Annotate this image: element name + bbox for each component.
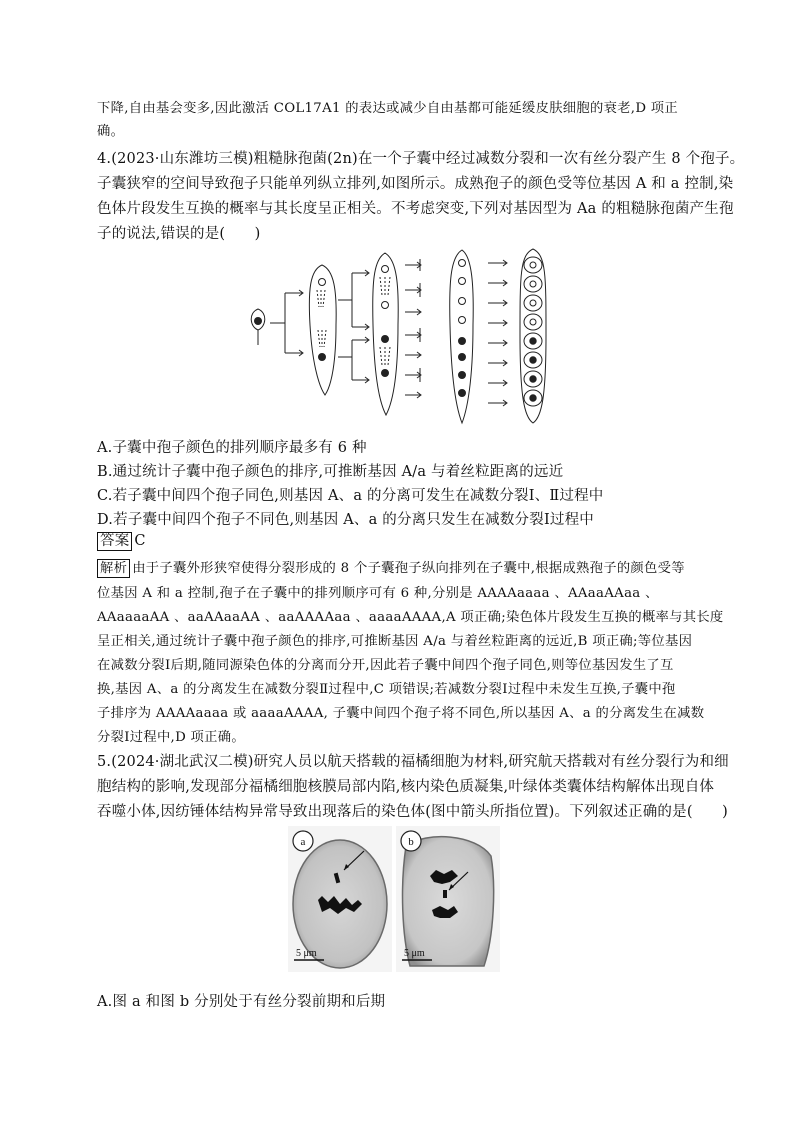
q5-option-a: A.图 a 和图 b 分别处于有丝分裂前期和后期 — [97, 994, 386, 1010]
q4-stem-line-3: 色体片段发生互换的概率与其长度呈正相关。不考虑突变,下列对基因型为 Aa 的粗糙脉孢菌产生孢 — [97, 201, 734, 217]
ascus-stage-1 — [251, 309, 265, 345]
q4-stem-line-4: 子的说法,错误的是( ) — [97, 226, 261, 242]
panel-a — [288, 826, 392, 972]
micrograph-figure — [288, 826, 500, 972]
ascus-stage-4 — [450, 250, 474, 423]
panel-b — [396, 826, 500, 972]
panel-a-label: a — [300, 836, 306, 848]
q4-option-b: B.通过统计子囊中孢子颜色的排序,可推断基因 A/a 与着丝粒距离的远近 — [97, 464, 564, 480]
q4-stem-line-1: 4.(2023·山东潍坊三模)粗糙脉孢菌(2n)在一个子囊中经过减数分裂和一次有丝分裂产生 8 个孢子。 — [97, 151, 745, 167]
q5-stem-line-1: 5.(2024·湖北武汉二模)研究人员以航天搭载的福橘细胞为材料,研究航天搭载对有丝分裂行为和细 — [97, 754, 729, 770]
q4-analysis-line-8: 分裂Ⅰ过程中,D 项正确。 — [97, 730, 245, 745]
answer-value: C — [134, 533, 146, 549]
q4-stem-line-2: 子囊狭窄的空间导致孢子只能单列纵立排列,如图所示。成熟孢子的颜色受等位基因 A 和 a 控制,染 — [97, 176, 734, 192]
q4-analysis-line-7: 子排序为 AAAAaaaa 或 aaaaAAAA, 子囊中间四个孢子将不同色,所以基因 A、a 的分离发生在减数 — [97, 706, 705, 721]
ascus-division-diagram — [240, 245, 560, 430]
q5-stem-line-2: 胞结构的影响,发现部分福橘细胞核膜局部内陷,核内染色质凝集,叶绿体类囊体结构解体出现自体 — [97, 779, 715, 795]
panel-a-scale: 5 μm — [296, 948, 317, 959]
q4-answer-row — [97, 532, 146, 551]
q4-option-d: D.若子囊中间四个孢子不同色,则基因 A、a 的分离只发生在减数分裂Ⅰ过程中 — [97, 512, 594, 528]
q4-analysis-line-3: AAaaaaAA 、aaAAaaAA 、aaAAAAaa 、aaaaAAAA,A 项正确;染色体片段发生互换的概率与其长度 — [97, 610, 724, 625]
q4-analysis-line-1 — [97, 557, 685, 578]
q4-option-a: A.子囊中孢子颜色的排列顺序最多有 6 种 — [97, 440, 367, 456]
q5-stem-line-3: 吞噬小体,因纺锤体结构异常导致出现落后的染色体(图中箭头所指位置)。下列叙述正确的是( ) — [97, 804, 728, 820]
analysis-text-1: 由于子囊外形狭窄使得分裂形成的 8 个子囊孢子纵向排列在子囊中,根据成熟孢子的颜色受等 — [132, 561, 685, 576]
analysis-label: 解析 — [97, 559, 130, 578]
q4-analysis-line-5: 在减数分裂Ⅰ后期,随同源染色体的分离而分开,因此若子囊中间四个孢子同色,则等位基因发生了互 — [97, 658, 674, 673]
panel-b-scale: 5 μm — [404, 948, 425, 959]
carryover-line-1: 下降,自由基会变多,因此激活 COL17A1 的表达或减少自由基都可能延缓皮肤细胞的衰老,D 项正 — [97, 101, 678, 116]
q4-analysis-line-2: 位基因 A 和 a 控制,孢子在子囊中的排列顺序可有 6 种,分别是 AAAAaaaa 、AAaaAAaa 、 — [97, 586, 659, 601]
q4-analysis-line-6: 换,基因 A、a 的分离发生在减数分裂Ⅱ过程中,C 项错误;若减数分裂Ⅰ过程中未发生互换,子囊中孢 — [97, 682, 676, 697]
ascus-stage-2 — [309, 265, 336, 395]
carryover-line-2: 确。 — [97, 124, 125, 139]
panel-b-label: b — [408, 836, 414, 848]
answer-label: 答案 — [97, 532, 132, 551]
q4-analysis-line-4: 呈正相关,通过统计子囊中孢子颜色的排序,可推断基因 A/a 与着丝粒距离的远近,B 项正确;等位基因 — [97, 634, 693, 649]
q4-option-c: C.若子囊中间四个孢子同色,则基因 A、a 的分离可发生在减数分裂Ⅰ、Ⅱ过程中 — [97, 488, 604, 504]
